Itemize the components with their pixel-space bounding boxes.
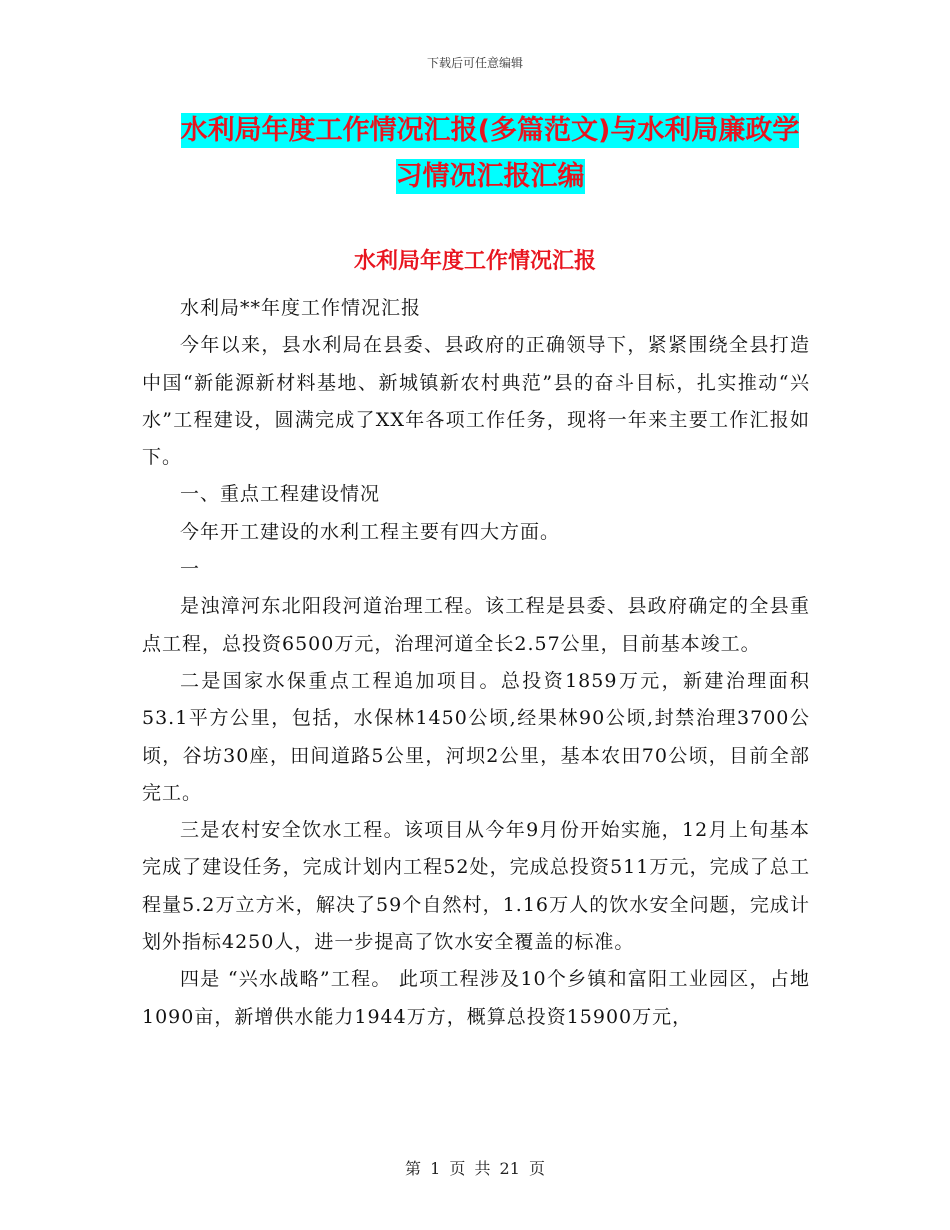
paragraph-intro: 今年以来，县水利局在县委、县政府的正确领导下，紧紧围绕全县打造中国“新能源新材料基地、新城镇新农村典范”县的奋斗目标，扎实推动“兴水”工程建设，圆满完成了XX年各项工作任务，现将一年来主要工作汇报如下。: [142, 334, 810, 469]
paragraph-item-two: 二是国家水保重点工程追加项目。总投资1859万元，新建治理面积53.1平方公里，包括，水保林1450公顷,经果林90公顷,封禁治理3700公顷，谷坊30座，田间道路5公里，河坝2公里，基本农田70公顷，目前全部完工。: [142, 669, 810, 804]
paragraph-item-four: 四是 “兴水战略”工程。 此项工程涉及10个乡镇和富阳工业园区，占地1090亩，新增供水能力1944万方，概算总投资15900万元，: [142, 968, 810, 1028]
document-body: [142, 290, 810, 1036]
paragraph-item-three: 三是农村安全饮水工程。该项目从今年9月份开始实施，12月上旬基本完成了建设任务，完成计划内工程52处，完成总投资511万元，完成了总工程量5.2万立方米，解决了59个自然村，1.16万人的饮水安全问题，完成计划外指标4250人，进一步提高了饮水安全覆盖的标准。: [142, 819, 810, 954]
section-title: 水利局年度工作情况汇报: [353, 249, 596, 274]
paragraph-heading-key-projects: 一、重点工程建设情况: [180, 483, 381, 506]
page-footer: 第 1 页 共 21 页: [405, 1159, 545, 1178]
paragraph-item-one: 是浊漳河东北阳段河道治理工程。该工程是县委、县政府确定的全县重点工程，总投资6500万元，治理河道全长2.57公里，目前基本竣工。: [142, 595, 810, 655]
document-title-line-2: 习情况汇报汇编: [395, 161, 585, 192]
paragraph-subtitle: 水利局**年度工作情况汇报: [180, 297, 422, 319]
document-title-line-1: 水利局年度工作情况汇报(多篇范文)与水利局廉政学: [180, 115, 800, 146]
page-header-note: 下载后可任意编辑: [426, 56, 523, 70]
document-title: [140, 108, 840, 200]
paragraph-four-aspects: 今年开工建设的水利工程主要有四大方面。: [180, 520, 561, 543]
paragraph-item-one-marker: 一: [180, 558, 201, 581]
